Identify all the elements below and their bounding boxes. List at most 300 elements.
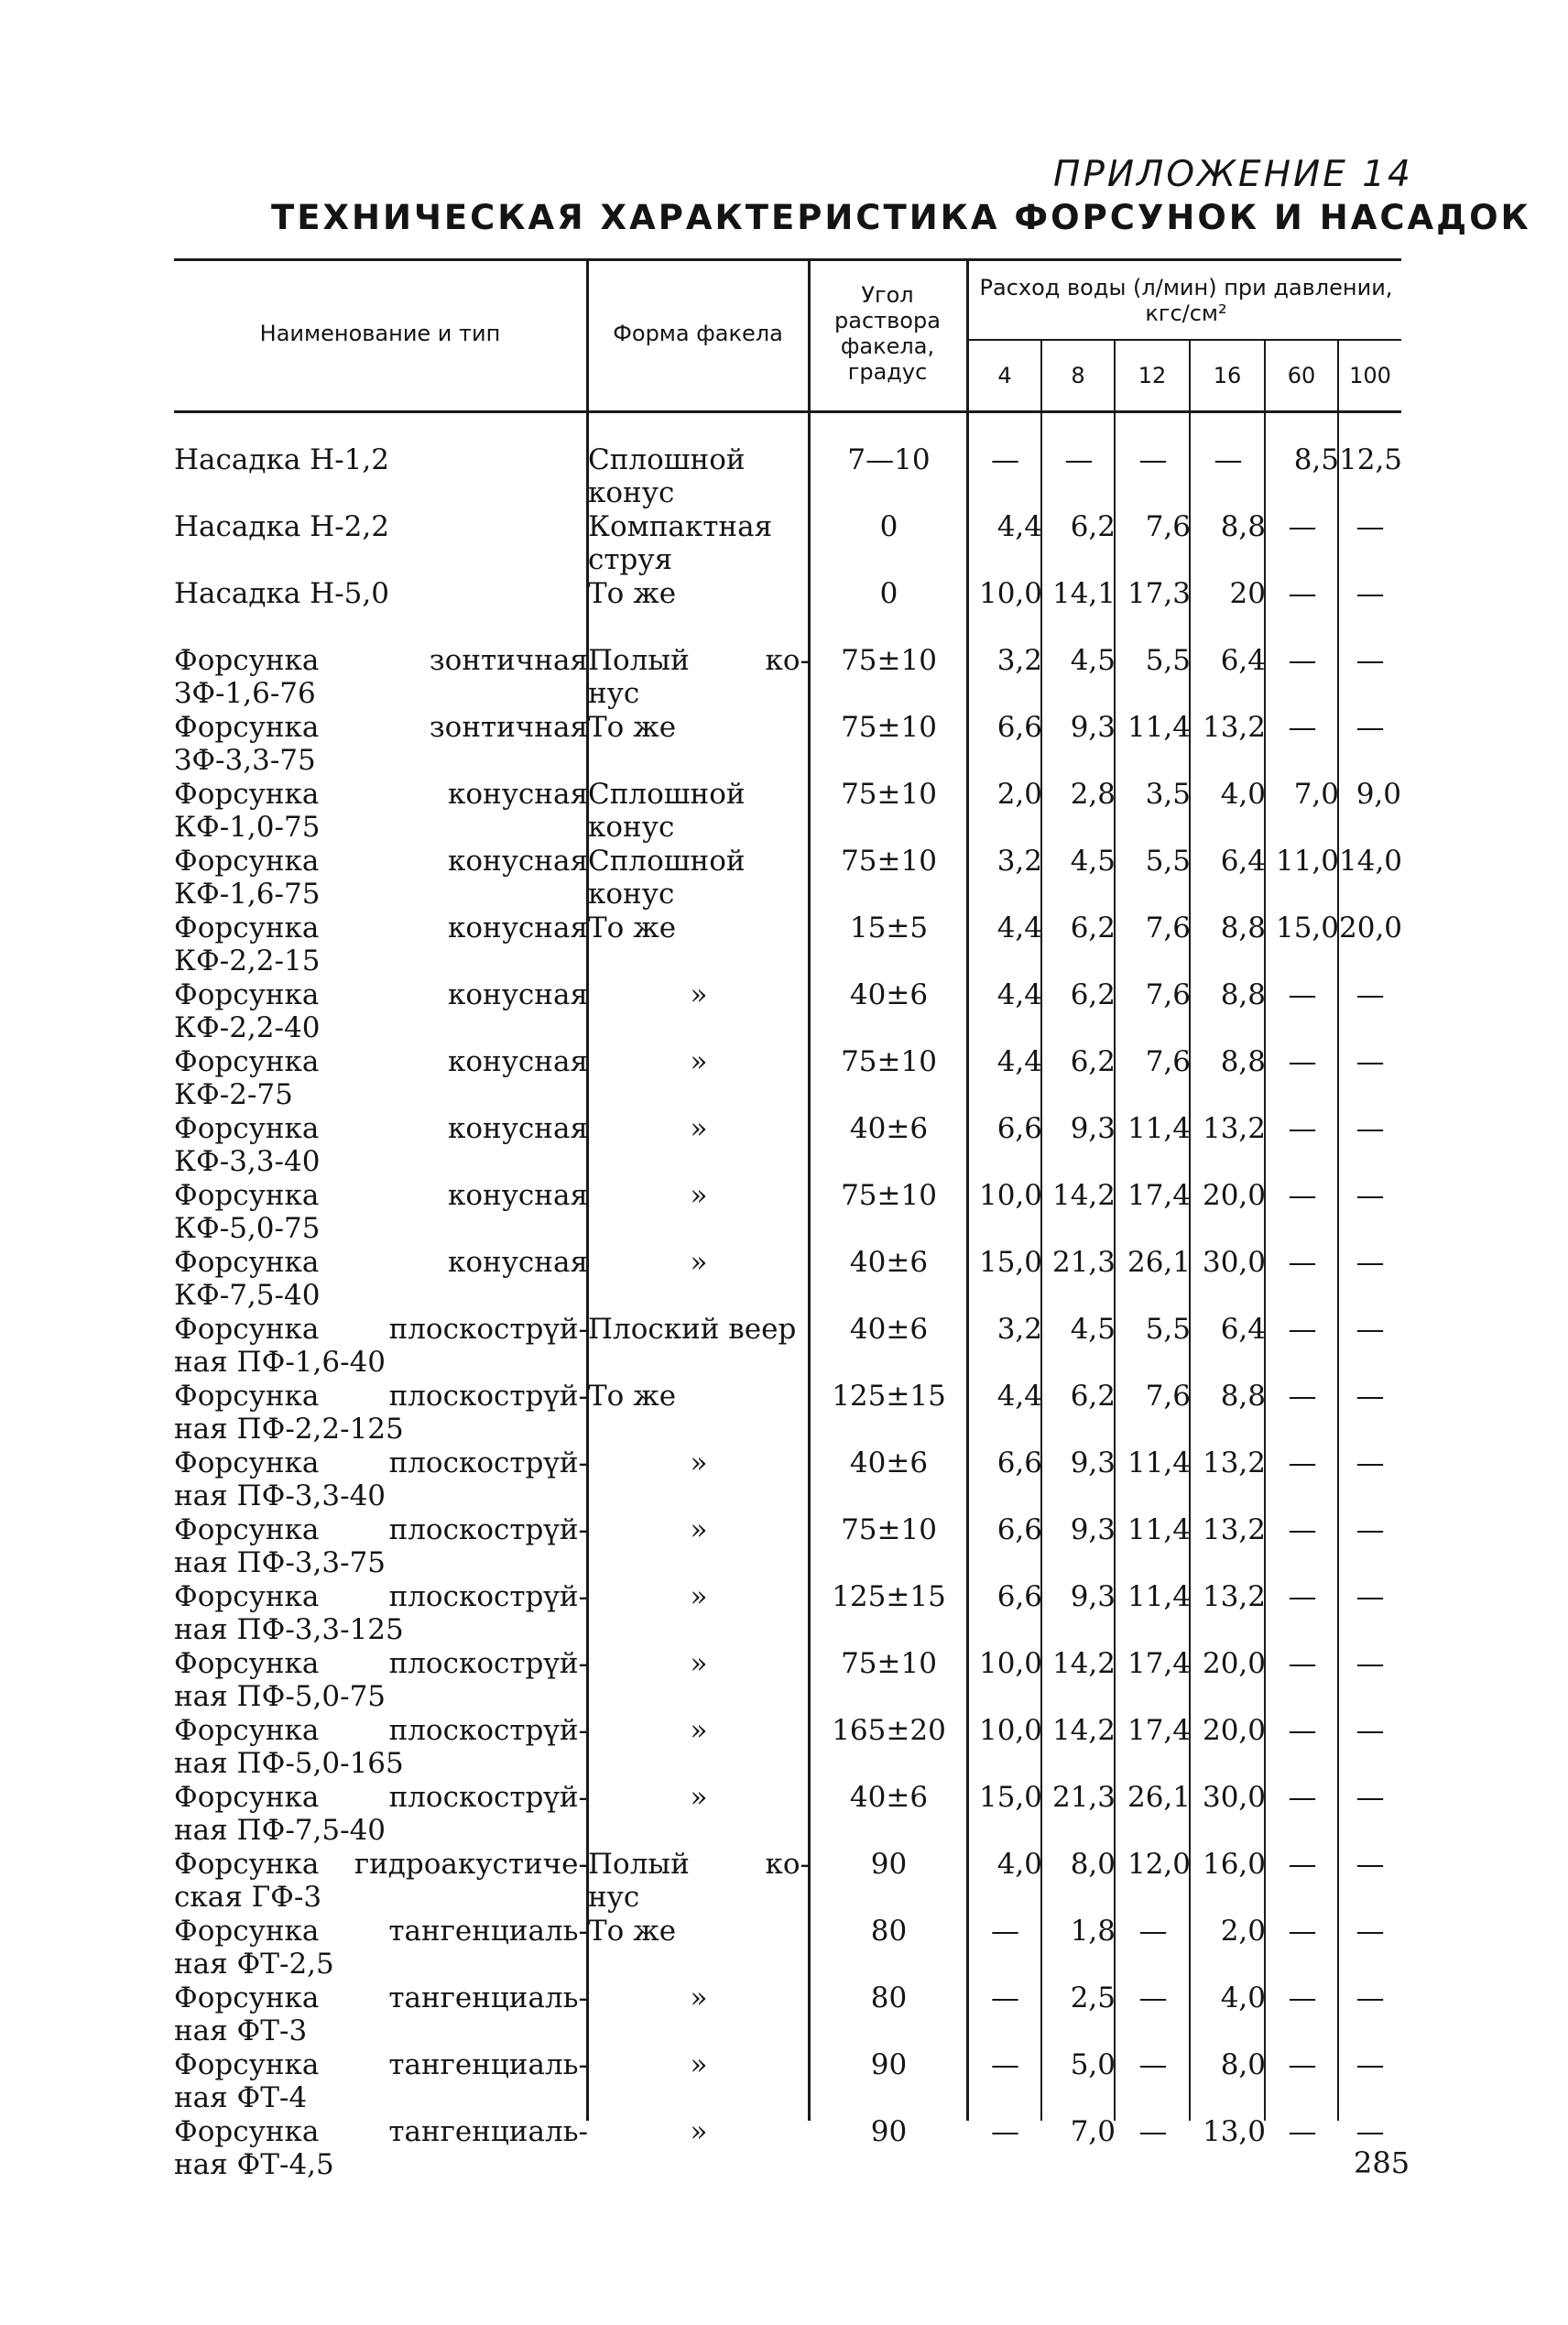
table-row: [174, 1714, 1401, 1781]
name-line: Форсунка конусная: [174, 778, 588, 811]
cell-flow: 6,6: [996, 1446, 1042, 1479]
cell-flow: 4,4: [996, 1045, 1042, 1078]
table-row: [174, 778, 1401, 845]
cell-flow: 14,0: [1339, 845, 1403, 878]
cell-flow: 6,4: [1220, 845, 1266, 878]
form-line: конус: [588, 476, 675, 509]
name-line: Насадка Н-5,0: [174, 577, 389, 610]
header-pressure: 8: [1071, 363, 1085, 388]
cell-flow: —: [1288, 1446, 1317, 1479]
cell-flow: 3,2: [996, 1313, 1042, 1346]
cell-flow: —: [1356, 2115, 1385, 2148]
cell-flow: 6,2: [1070, 1045, 1116, 1078]
cell-flow: —: [1138, 2048, 1168, 2081]
name-line: Форсунка плоскострүй-: [174, 1781, 588, 1814]
header-flow: Расход воды (л/мин) при давлении, кгс/см²: [979, 275, 1393, 326]
name-line: Насадка Н-1,2: [174, 443, 389, 476]
cell-flow: 17,4: [1127, 1714, 1191, 1747]
cell-name: [174, 1045, 588, 1112]
name-line: КФ-2-75: [174, 1078, 293, 1111]
cell-name: [174, 1714, 588, 1781]
cell-flow: —: [1356, 1848, 1385, 1881]
cell-angle: 125±15: [832, 1580, 946, 1613]
form-line: То же: [588, 911, 677, 944]
cell-flow: —: [1288, 978, 1317, 1011]
name-line: Форсунка конусная: [174, 1246, 588, 1279]
table-row: [174, 1580, 1401, 1647]
cell-form: [588, 1915, 810, 1981]
name-line: Форсунка зонтичная: [174, 711, 588, 744]
cell-flow: 14,2: [1051, 1647, 1116, 1680]
cell-flow: —: [1356, 1580, 1385, 1613]
cell-form: [588, 1781, 810, 1848]
cell-form: [588, 778, 810, 845]
name-line: ЗФ-3,3-75: [174, 744, 316, 777]
cell-flow: —: [1064, 443, 1094, 476]
cell-form: [588, 1179, 810, 1246]
cell-flow: —: [1356, 1045, 1385, 1078]
cell-name: [174, 1781, 588, 1848]
table-row: [174, 845, 1401, 911]
table-row: [174, 1112, 1401, 1179]
cell-flow: 10,0: [978, 1647, 1042, 1680]
name-line: Форсунка плоскострүй-: [174, 1446, 588, 1479]
cell-name: [174, 1981, 588, 2048]
cell-flow: —: [1356, 1313, 1385, 1346]
cell-flow: —: [1288, 1246, 1317, 1279]
cell-name: [174, 1313, 588, 1380]
cell-flow: —: [1288, 1179, 1317, 1212]
cell-form: [588, 1647, 810, 1714]
cell-flow: —: [1138, 443, 1168, 476]
cell-name: [174, 1848, 588, 1915]
cell-angle: 80: [870, 1981, 908, 2014]
cell-flow: 7,6: [1145, 1045, 1191, 1078]
cell-flow: 6,6: [996, 711, 1042, 744]
cell-form: [588, 1848, 810, 1915]
form-line: Плоский веер: [588, 1313, 797, 1346]
cell-flow: —: [1356, 1380, 1385, 1413]
cell-form: [588, 1380, 810, 1446]
name-line: Форсунка конусная: [174, 845, 588, 878]
table-row: [174, 1981, 1401, 2048]
form-line: Сплошной: [588, 778, 746, 811]
cell-angle: 90: [870, 1848, 908, 1881]
cell-flow: 17,3: [1127, 577, 1191, 610]
cell-flow: 6,2: [1070, 978, 1116, 1011]
cell-angle: 40±6: [849, 1446, 929, 1479]
cell-flow: —: [1356, 1981, 1385, 2014]
cell-flow: 11,4: [1127, 1513, 1191, 1546]
table-row: [174, 711, 1401, 778]
cell-name: [174, 778, 588, 845]
cell-form: [588, 577, 810, 644]
cell-angle: 40±6: [849, 1781, 929, 1814]
cell-flow: 13,2: [1202, 1580, 1266, 1613]
name-line: ная ПФ-7,5-40: [174, 1814, 387, 1847]
cell-flow: 17,4: [1127, 1647, 1191, 1680]
cell-flow: —: [1288, 1781, 1317, 1814]
form-line: То же: [588, 1380, 677, 1413]
cell-flow: 30,0: [1202, 1781, 1266, 1814]
cell-form: [588, 2048, 810, 2115]
cell-name: [174, 911, 588, 978]
table-row: [174, 443, 1401, 510]
cell-flow: 9,3: [1070, 1580, 1116, 1613]
cell-flow: 8,8: [1220, 510, 1266, 543]
cell-flow: 4,0: [1220, 1981, 1266, 2014]
table-row: [174, 644, 1401, 711]
name-line: Форсунка плоскострүй-: [174, 1714, 588, 1747]
cell-flow: 30,0: [1202, 1246, 1266, 1279]
cell-flow: —: [1288, 1848, 1317, 1881]
name-line: Форсунка конусная: [174, 1112, 588, 1145]
cell-flow: 9,3: [1070, 711, 1116, 744]
table-row: [174, 1179, 1401, 1246]
name-line: КФ-1,6-75: [174, 878, 321, 911]
cell-flow: —: [1356, 1714, 1385, 1747]
cell-name: [174, 2115, 588, 2182]
cell-flow: 21,3: [1051, 1781, 1116, 1814]
form-line: »: [690, 1714, 708, 1747]
table-row: [174, 1647, 1401, 1714]
cell-flow: —: [1356, 2048, 1385, 2081]
cell-flow: —: [1356, 1246, 1385, 1279]
cell-flow: —: [991, 443, 1019, 476]
cell-flow: —: [991, 2115, 1019, 2148]
cell-form: [588, 1246, 810, 1313]
form-line: »: [690, 2115, 708, 2148]
form-line: »: [690, 2048, 708, 2081]
form-line: То же: [588, 577, 677, 610]
cell-flow: 3,2: [996, 644, 1042, 677]
cell-angle: 75±10: [841, 778, 937, 811]
name-line: ная ПФ-3,3-125: [174, 1613, 404, 1646]
cell-form: [588, 443, 810, 510]
cell-flow: —: [1288, 1045, 1317, 1078]
header-form: Форма факела: [613, 321, 783, 346]
page-number: 285: [1354, 2145, 1410, 2180]
header-name: Наименование и тип: [259, 321, 501, 346]
cell-flow: 20,0: [1202, 1179, 1266, 1212]
cell-flow: 7,6: [1145, 510, 1191, 543]
cell-flow: 5,5: [1145, 644, 1191, 677]
cell-flow: —: [1356, 1781, 1385, 1814]
cell-flow: —: [991, 1915, 1019, 1948]
form-line: Полый ко-: [588, 1848, 810, 1881]
name-line: Форсунка гидроакустиче-: [174, 1848, 588, 1881]
cell-angle: 75±10: [841, 1045, 937, 1078]
cell-flow: 7,6: [1145, 1380, 1191, 1413]
form-line: Компактная: [588, 510, 773, 543]
cell-name: [174, 1446, 588, 1513]
cell-flow: —: [1288, 644, 1317, 677]
header-pressure: 16: [1213, 363, 1242, 388]
name-line: ная ФТ-4,5: [174, 2148, 334, 2181]
form-line: Сплошной: [588, 443, 746, 476]
cell-form: [588, 1446, 810, 1513]
cell-form: [588, 911, 810, 978]
header-pressure: 60: [1287, 363, 1316, 388]
cell-angle: 90: [870, 2115, 908, 2148]
cell-flow: 6,6: [996, 1580, 1042, 1613]
cell-flow: 6,2: [1070, 510, 1116, 543]
table-row: [174, 1246, 1401, 1313]
name-line: Форсунка плоскострүй-: [174, 1513, 588, 1546]
cell-form: [588, 510, 810, 577]
cell-flow: 3,5: [1145, 778, 1191, 811]
name-line: Форсунка конусная: [174, 1045, 588, 1078]
cell-flow: 26,1: [1127, 1246, 1191, 1279]
table-row: [174, 510, 1401, 577]
name-line: Форсунка тангенциаль-: [174, 1915, 588, 1948]
cell-flow: 14,2: [1051, 1714, 1116, 1747]
cell-flow: 5,0: [1070, 2048, 1116, 2081]
cell-flow: 2,0: [996, 778, 1042, 811]
cell-flow: —: [1356, 1513, 1385, 1546]
cell-name: [174, 1580, 588, 1647]
form-line: Полый ко-: [588, 644, 810, 677]
cell-flow: 20,0: [1339, 911, 1403, 944]
cell-flow: —: [1288, 1647, 1317, 1680]
name-line: КФ-5,0-75: [174, 1212, 321, 1245]
cell-flow: 5,5: [1145, 1313, 1191, 1346]
name-line: Форсунка тангенциаль-: [174, 2115, 588, 2148]
cell-flow: 11,4: [1127, 1112, 1191, 1145]
cell-flow: —: [1214, 443, 1243, 476]
cell-flow: —: [1288, 1580, 1317, 1613]
cell-name: [174, 1380, 588, 1446]
cell-name: [174, 1112, 588, 1179]
cell-flow: 2,0: [1220, 1915, 1266, 1948]
cell-name: [174, 845, 588, 911]
cell-flow: 15,0: [1275, 911, 1339, 944]
cell-flow: 9,3: [1070, 1446, 1116, 1479]
cell-flow: —: [1288, 1513, 1317, 1546]
cell-name: [174, 1647, 588, 1714]
table-row: [174, 978, 1401, 1045]
cell-flow: 8,8: [1220, 1380, 1266, 1413]
cell-flow: 4,4: [996, 510, 1042, 543]
cell-flow: 17,4: [1127, 1179, 1191, 1212]
cell-flow: 4,4: [996, 1380, 1042, 1413]
name-line: Форсунка тангенциаль-: [174, 2048, 588, 2081]
form-line: конус: [588, 811, 675, 844]
cell-name: [174, 1915, 588, 1981]
cell-form: [588, 978, 810, 1045]
cell-flow: 16,0: [1202, 1848, 1266, 1881]
cell-flow: 6,6: [996, 1513, 1042, 1546]
cell-flow: —: [1356, 577, 1385, 610]
cell-flow: —: [991, 1981, 1019, 2014]
name-line: Форсунка конусная: [174, 1179, 588, 1212]
cell-form: [588, 1112, 810, 1179]
table-row: [174, 1313, 1401, 1380]
cell-flow: 7,6: [1145, 911, 1191, 944]
cell-angle: 7—10: [847, 443, 931, 476]
cell-form: [588, 845, 810, 911]
form-line: То же: [588, 711, 677, 744]
cell-flow: —: [1288, 577, 1317, 610]
table-row: [174, 1446, 1401, 1513]
cell-flow: 10,0: [978, 577, 1042, 610]
form-line: »: [690, 1112, 708, 1145]
cell-angle: 165±20: [832, 1714, 946, 1747]
form-line: То же: [588, 1915, 677, 1948]
name-line: ная ПФ-3,3-40: [174, 1479, 387, 1512]
cell-name: [174, 577, 588, 644]
cell-flow: 12,5: [1339, 443, 1403, 476]
cell-form: [588, 1045, 810, 1112]
header-pressure: 4: [997, 363, 1012, 388]
cell-name: [174, 1179, 588, 1246]
table-body: [174, 443, 1401, 2182]
cell-angle: 15±5: [849, 911, 929, 944]
form-line: нус: [588, 677, 640, 710]
cell-flow: 7,6: [1145, 978, 1191, 1011]
cell-form: [588, 2115, 810, 2182]
cell-flow: 26,1: [1127, 1781, 1191, 1814]
appendix-label: ПРИЛОЖЕНИЕ 14: [1053, 154, 1413, 195]
table-row: [174, 1513, 1401, 1580]
cell-form: [588, 644, 810, 711]
cell-flow: 6,4: [1220, 644, 1266, 677]
cell-form: [588, 1580, 810, 1647]
cell-flow: 8,8: [1220, 911, 1266, 944]
cell-flow: —: [1288, 1313, 1317, 1346]
cell-name: [174, 644, 588, 711]
cell-form: [588, 1313, 810, 1380]
cell-flow: 9,3: [1070, 1112, 1116, 1145]
form-line: »: [690, 1781, 708, 1814]
cell-flow: 10,0: [978, 1714, 1042, 1747]
cell-form: [588, 1714, 810, 1781]
table-row: [174, 1380, 1401, 1446]
header-bottom-rule: [174, 410, 1401, 413]
cell-angle: 80: [870, 1915, 908, 1948]
cell-flow: 6,6: [996, 1112, 1042, 1145]
cell-angle: 75±10: [841, 1179, 937, 1212]
name-line: ная ПФ-1,6-40: [174, 1346, 387, 1379]
cell-flow: 8,8: [1220, 978, 1266, 1011]
table-top-rule: [174, 258, 1401, 261]
cell-flow: 13,2: [1202, 1446, 1266, 1479]
cell-flow: 11,4: [1127, 1446, 1191, 1479]
cell-angle: 40±6: [849, 978, 929, 1011]
form-line: нус: [588, 1881, 640, 1914]
cell-flow: 20: [1229, 577, 1266, 610]
cell-flow: 9,0: [1356, 778, 1401, 811]
cell-flow: 5,5: [1145, 845, 1191, 878]
cell-name: [174, 2048, 588, 2115]
cell-angle: 125±15: [832, 1380, 946, 1413]
name-line: КФ-3,3-40: [174, 1145, 321, 1178]
cell-form: [588, 1513, 810, 1580]
cell-flow: —: [1356, 510, 1385, 543]
cell-flow: 6,2: [1070, 1380, 1116, 1413]
cell-flow: 20,0: [1202, 1714, 1266, 1747]
name-line: Форсунка плоскострүй-: [174, 1380, 588, 1413]
name-line: Форсунка зонтичная: [174, 644, 588, 677]
cell-name: [174, 978, 588, 1045]
cell-flow: 9,3: [1070, 1513, 1116, 1546]
name-line: Форсунка плоскострүй-: [174, 1647, 588, 1680]
cell-flow: —: [1356, 1915, 1385, 1948]
table-row: [174, 2115, 1401, 2182]
form-line: »: [690, 1580, 708, 1613]
cell-form: [588, 1981, 810, 2048]
cell-angle: 40±6: [849, 1313, 929, 1346]
form-line: »: [690, 1246, 708, 1279]
cell-flow: 21,3: [1051, 1246, 1116, 1279]
cell-flow: 8,0: [1070, 1848, 1116, 1881]
table-row: [174, 577, 1401, 644]
cell-flow: 4,5: [1070, 1313, 1116, 1346]
cell-flow: —: [1356, 1179, 1385, 1212]
cell-flow: 4,5: [1070, 845, 1116, 878]
name-line: ная ПФ-5,0-75: [174, 1680, 387, 1713]
cell-flow: 15,0: [978, 1246, 1042, 1279]
cell-angle: 90: [870, 2048, 908, 2081]
table-row: [174, 2048, 1401, 2115]
name-line: ская ГФ-3: [174, 1881, 322, 1914]
cell-flow: 3,2: [996, 845, 1042, 878]
cell-flow: 6,4: [1220, 1313, 1266, 1346]
cell-flow: —: [1288, 711, 1317, 744]
cell-flow: 4,0: [1220, 778, 1266, 811]
cell-flow: 1,8: [1070, 1915, 1116, 1948]
cell-flow: 14,1: [1051, 577, 1116, 610]
cell-angle: 40±6: [849, 1112, 929, 1145]
cell-flow: —: [1288, 2115, 1317, 2148]
header-angle: Угол раствора факела, градус: [834, 282, 941, 385]
name-line: Форсунка плоскострүй-: [174, 1313, 588, 1346]
cell-form: [588, 711, 810, 778]
cell-flow: 13,2: [1202, 1112, 1266, 1145]
cell-flow: 8,8: [1220, 1045, 1266, 1078]
cell-angle: 0: [879, 510, 898, 543]
form-line: Сплошной: [588, 845, 746, 878]
cell-flow: 13,2: [1202, 711, 1266, 744]
form-line: »: [690, 1981, 708, 2014]
cell-flow: —: [1356, 644, 1385, 677]
cell-flow: 8,0: [1220, 2048, 1266, 2081]
cell-flow: 20,0: [1202, 1647, 1266, 1680]
name-line: Форсунка тангенциаль-: [174, 1981, 588, 2014]
name-line: ная ФТ-3: [174, 2014, 308, 2047]
cell-flow: 4,0: [996, 1848, 1042, 1881]
name-line: ная ПФ-3,3-75: [174, 1546, 387, 1579]
name-line: ная ФТ-4: [174, 2081, 308, 2114]
cell-flow: 13,2: [1202, 1513, 1266, 1546]
cell-flow: 2,5: [1070, 1981, 1116, 2014]
form-line: конус: [588, 878, 675, 911]
form-line: »: [690, 1513, 708, 1546]
name-line: КФ-1,0-75: [174, 811, 321, 844]
cell-flow: —: [1356, 1112, 1385, 1145]
header-pressure: 100: [1349, 363, 1391, 388]
cell-flow: —: [1288, 510, 1317, 543]
cell-name: [174, 1246, 588, 1313]
cell-flow: 14,2: [1051, 1179, 1116, 1212]
table-row: [174, 1848, 1401, 1915]
cell-angle: 0: [879, 577, 898, 610]
cell-flow: 6,2: [1070, 911, 1116, 944]
cell-flow: 2,8: [1070, 778, 1116, 811]
cell-angle: 75±10: [841, 1647, 937, 1680]
table-row: [174, 1045, 1401, 1112]
form-line: »: [690, 1647, 708, 1680]
